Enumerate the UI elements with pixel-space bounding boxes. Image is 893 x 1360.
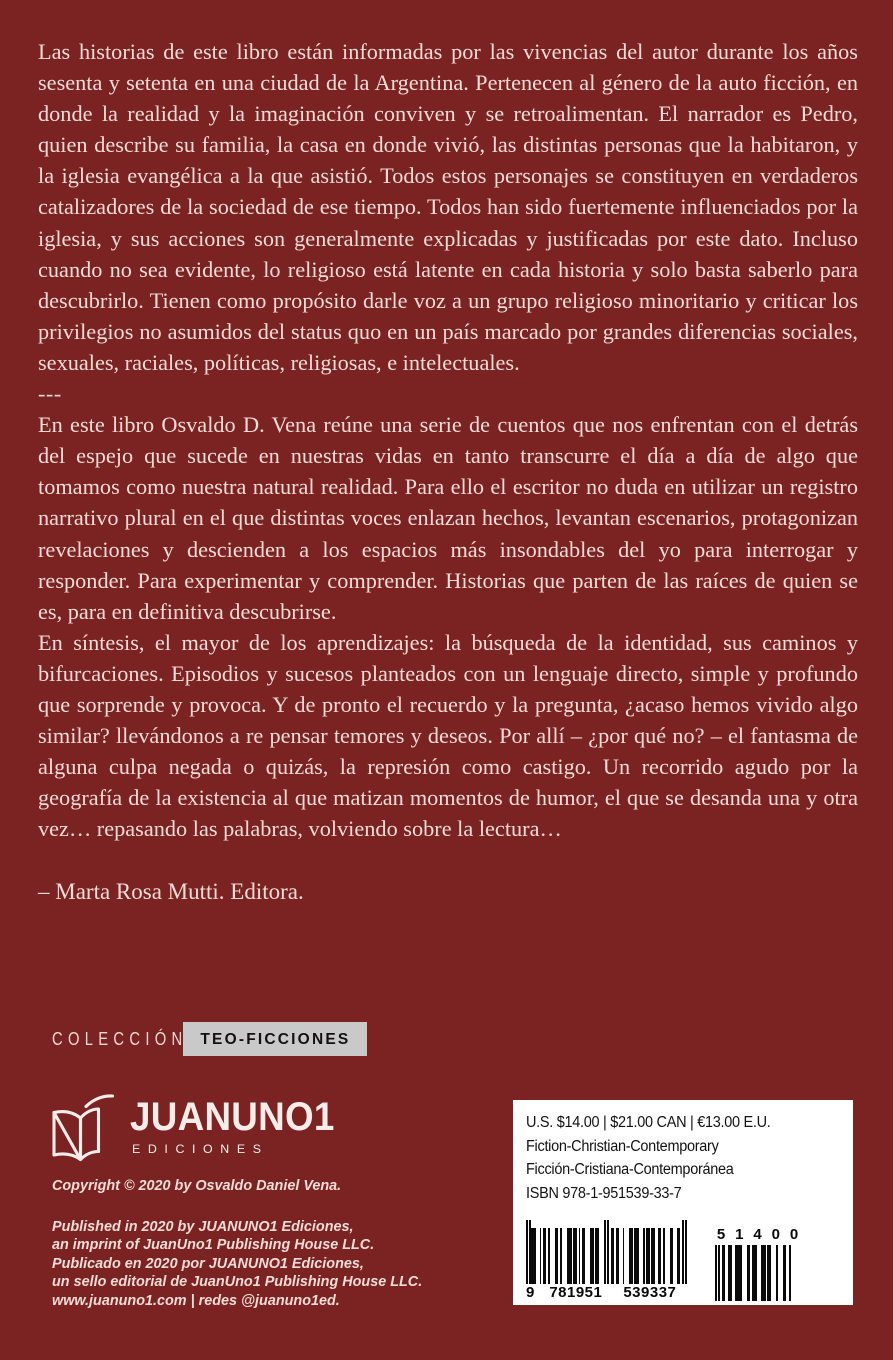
imprint-line: an imprint of JuanUno1 Publishing House LLC. (52, 1237, 375, 1254)
blurb-paragraph-3: En síntesis, el mayor de los aprendizajes: la búsqueda de la identidad, sus caminos y bifurcaciones. Episodios y sucesos planteados con un lenguaje directo, simple y profundo que sorprende y provoca. Y de pronto el recuerdo y la pregunta, ¿acaso hemos vivido algo similar? llevándonos a re pensar temores y deseos. Por allí – ¿por qué no? – el fantasma de alguna culpa negada o quizás, la represión como castigo. Un recorrido agudo por la geografía de la existencia al que matizan momentos de humor, el que se desanda una y otra vez… repasando las palabras, volviendo sobre la lectura… (38, 629, 858, 842)
editor-credit: – Marta Rosa Mutti. Editora. (38, 878, 304, 904)
imprint-block (52, 1218, 422, 1310)
imprint-website-line: www.juanuno1.com | redes @juanuno1ed. (52, 1292, 340, 1309)
collection-label: COLECCIÓN (52, 1028, 188, 1049)
publisher-name: JUANUNO1 (130, 1095, 335, 1139)
isbn-barcode-panel (513, 1100, 853, 1305)
ean13-digits: 9 781951 539337 (526, 1284, 677, 1301)
blurb-spacer (38, 844, 858, 875)
blurb-separator: --- (38, 381, 62, 407)
publisher-subtitle: EDICIONES (132, 1142, 269, 1156)
imprint-line: un sello editorial de JuanUno1 Publishing House LLC. (52, 1274, 423, 1291)
publisher-logo-text (130, 1097, 352, 1156)
publisher-logo (50, 1093, 352, 1167)
ean13-bars (526, 1228, 687, 1284)
collection-row (52, 1021, 367, 1057)
ean5-addon-barcode (715, 1228, 800, 1301)
blurb-paragraph-1: Las historias de este libro están informadas por las vivencias del autor durante los años sesenta y setenta en una ciudad de la Argentina. Pertenecen al género de la auto ficción, en donde la realidad y la imaginación conviven y se retroalimentan. El narrador es Pedro, quien describe su familia, la casa en donde vivió, las distintas personas que la habitaron, y la iglesia evangélica a la que asistió. Todos estos personajes se constituyen en verdaderos catalizadores de la sociedad de ese tiempo. Todos han sido fuertemente influenciados por la iglesia, y sus acciones son generalmente explicadas y justificadas por este dato. Incluso cuando no sea evidente, lo religioso está latente en cada historia y solo basta saberlo para descubrirlo. Tienen como propósito darle voz a un grupo religioso minoritario y criticar los privilegios no asumidos del status quo en un país marcado por grandes diferencias sociales, sexuales, raciales, políticas, religiosas, e intelectuales. (38, 39, 858, 375)
collection-badge: TEO-FICCIONES (183, 1022, 367, 1057)
ean5-addon-digits: 5 1 4 0 0 (716, 1226, 799, 1243)
price-line: U.S. $14.00 | $21.00 CAN | €13.00 E.U. (526, 1114, 771, 1131)
barcode-group (526, 1228, 800, 1301)
ean5-addon-bars (715, 1245, 800, 1301)
blurb-paragraph-2: En este libro Osvaldo D. Vena reúne una serie de cuentos que nos enfrentan con el detrás del espejo que sucede en nuestras vidas en tanto transcurre el día a día de algo que tomamos como nuestra natural realidad. Para ello el escritor no duda en utilizar un registro narrativo plural en el que distintas voces enlazan hechos, levantan escenarios, protagonizan revelaciones y descienden a los espacios más insondables del yo para interrogar y responder. Para experimentar y comprender. Historias que parten de las raíces de quien se es, para en definitiva descubrirse. (38, 412, 858, 624)
category-english: Fiction-Christian-Contemporary (526, 1137, 719, 1155)
copyright-line: Copyright © 2020 by Osvaldo Daniel Vena. (52, 1178, 342, 1194)
ean13-barcode (526, 1228, 687, 1300)
category-spanish: Ficción-Cristiana-Contemporánea (526, 1161, 734, 1179)
blurb-text-block (38, 36, 858, 907)
imprint-line: Publicado en 2020 por JUANUNO1 Ediciones, (52, 1255, 364, 1272)
open-book-icon (50, 1093, 116, 1167)
imprint-line: Published in 2020 by JUANUNO1 Ediciones, (52, 1219, 354, 1235)
isbn-number: ISBN 978-1-951539-33-7 (526, 1184, 682, 1202)
